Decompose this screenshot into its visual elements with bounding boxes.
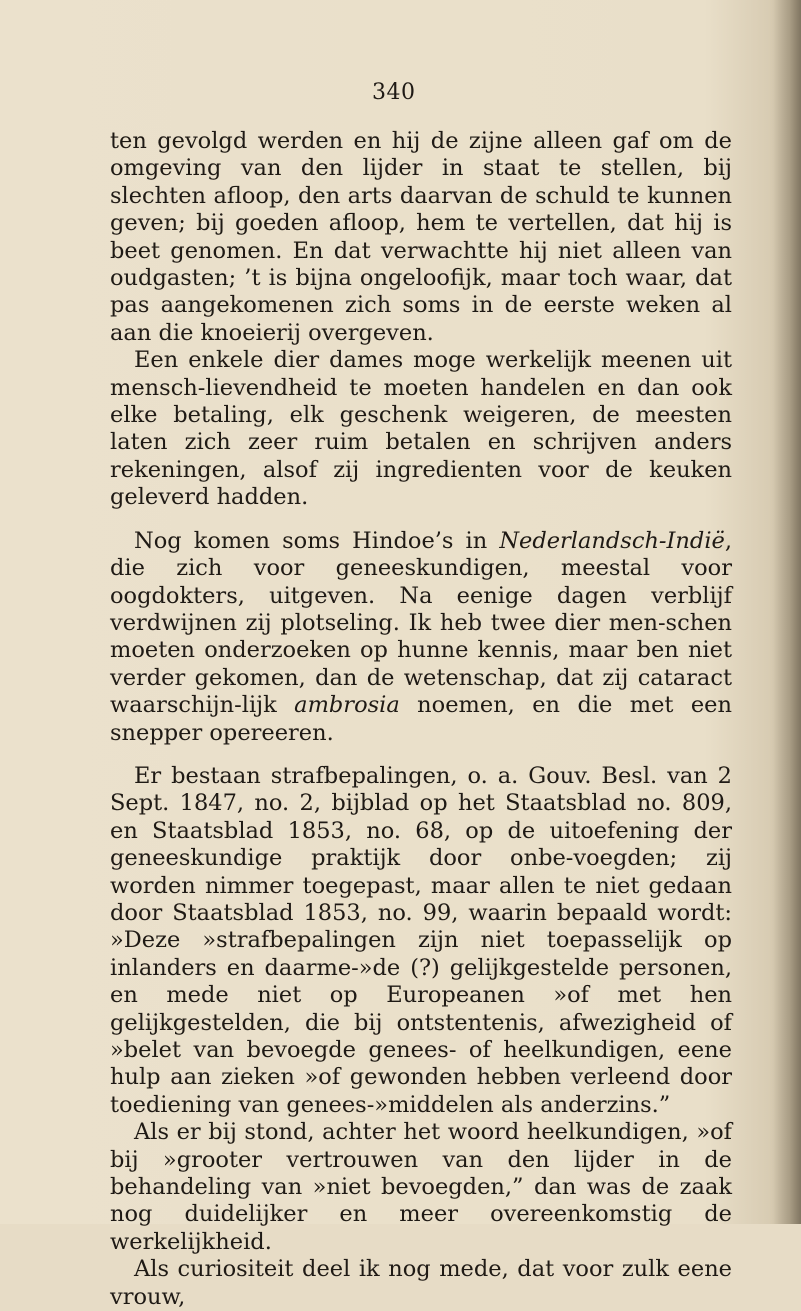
text-segment: Een enkele dier dames moge werkelijk meenen uit mensch-lievendheid te moeten handelen en dan ook elke betaling, elk geschenk weigeren, de meesten laten zich zeer ruim betalen en schrijven anders rekeningen, alsof zij ingredienten voor de keuken geleverd hadden. xyxy=(110,347,732,511)
body-text xyxy=(110,128,732,1311)
italic-text: ambrosia xyxy=(294,692,400,719)
text-segment: Als er bij stond, achter het woord heelkundigen, »of bij »grooter vertrouwen van den lijder in de behandeling van »niet bevoegden,” dan was de zaak nog duidelijker en meer overeenkomstig de werkelijkheid. xyxy=(110,1119,732,1255)
paragraph xyxy=(110,128,732,347)
paragraph xyxy=(110,347,732,511)
italic-text: Nederlandsch-Indië xyxy=(499,527,725,554)
text-segment: , die zich voor geneeskundigen, meestal voor oogdokters, uitgeven. Na eenige dagen verblijf verdwijnen zij plotseling. Ik heb twee dier men-schen moeten onderzoeken op hunne kennis, maar ben niet verder gekomen, dan de wetenschap, dat zij cataract waarschijn-lijk xyxy=(110,527,732,719)
paragraph xyxy=(110,1119,732,1256)
text-segment: Als curiositeit deel ik nog mede, dat voor zulk eene vrouw, xyxy=(110,1256,732,1310)
text-segment: ten gevolgd werden en hij de zijne alleen gaf om de omgeving van den lijder in staat te stellen, bij slechten afloop, den arts daarvan de schuld te kunnen geven; bij goeden afloop, hem te vertellen, dat hij is beet genomen. En dat verwachtte hij niet alleen van oudgasten; ’t is bijna ongeloofijk, maar toch waar, dat pas aangekomenen zich soms in de eerste weken al aan die knoeierij overgeven. xyxy=(110,128,732,346)
page-number: 340 xyxy=(372,80,416,105)
text-segment: Nog komen soms Hindoe’s in xyxy=(134,527,500,554)
text-segment: noemen, en die met een snepper opereeren. xyxy=(110,692,732,746)
text-segment: Er bestaan strafbepalingen, o. a. Gouv. Besl. van 2 Sept. 1847, no. 2, bijblad op het Staatsblad no. 809, en Staatsblad 1853, no. 68, op de uitoefening der geneeskundige praktijk door onbe-voegden; zij worden nimmer toegepast, maar allen te niet gedaan door Staatsblad 1853, no. 99, waarin bepaald wordt: »Deze »strafbepalingen zijn niet toepasselijk op inlanders en daarme-»de (?) gelijkgestelde personen, en mede niet op Europeanen »of met hen gelijkgestelden, die bij ontstentenis, afwezigheid of »belet van bevoegde genees- of heelkundigen, eene hulp aan zieken »of gewonden hebben verleend door toediening van genees-»middelen als anderzins.” xyxy=(110,762,732,1118)
paragraph xyxy=(110,528,732,747)
paragraph xyxy=(110,763,732,1119)
paragraph xyxy=(110,1256,732,1311)
page-edge-shadow xyxy=(773,0,801,1224)
